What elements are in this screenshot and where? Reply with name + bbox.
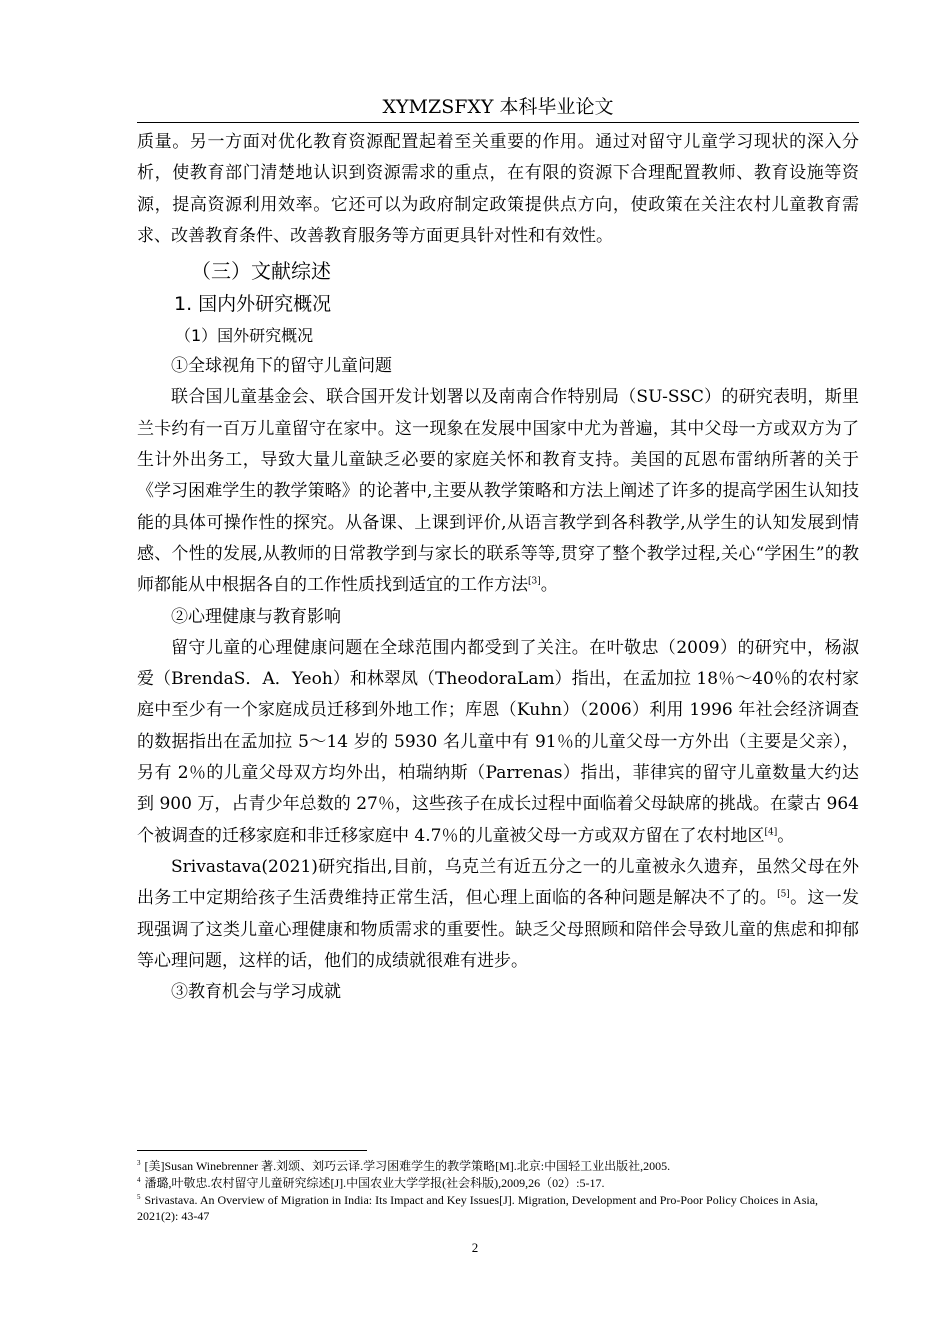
topic3-heading: ③教育机会与学习成就	[171, 982, 341, 1003]
topic2-text-1: 留守儿童的心理健康问题在全球范围内都受到了关注。在叶敬忠（2009）的研究中，杨淑爱（BrendaS．A．Yeoh）和林翠凤（TheodoraLam）指出，在孟加拉 18％～40％的农村家庭中至少有一个家庭成员迁移到外地工作；库恩（Kuhn）（2006）利用 1996 年社会经济调查的数据指出在孟加拉 5～14 岁的 5930 名儿童中有 91％的儿童父母一方外出（主要是父亲），另有 2％的儿童父母双方均外出，柏瑞纳斯（Parrenas）指出，菲律宾的留守儿童数量大约达到 900 万，占青少年总数的 27％，这些孩子在成长过程中面临着父母缺席的挑战。在蒙古 964 个被调查的迁移家庭和非迁移家庭中 4.7％的儿童被父母一方或双方留在了农村地区	[137, 637, 859, 846]
topic1-heading: ①全球视角下的留守儿童问题	[171, 356, 392, 377]
citation-3[interactable]: [3]	[528, 576, 541, 587]
topic2-paragraph-1: 留守儿童的心理健康问题在全球范围内都受到了关注。在叶敬忠（2009）的研究中，杨淑爱（BrendaS．A．Yeoh）和林翠凤（TheodoraLam）指出，在孟加拉 18％～40％的农村家庭中至少有一个家庭成员迁移到外地工作；库恩（Kuhn）（2006）利用 1996 年社会经济调查的数据指出在孟加拉 5～14 岁的 5930 名儿童中有 91％的儿童父母一方外出（主要是父亲），另有 2％的儿童父母双方均外出，柏瑞纳斯（Parrenas）指出，菲律宾的留守儿童数量大约达到 900 万，占青少年总数的 27％，这些孩子在成长过程中面临着父母缺席的挑战。在蒙古 964 个被调查的迁移家庭和非迁移家庭中 4.7％的儿童被父母一方或双方留在了农村地区[4]。	[137, 637, 859, 846]
footnote-rule	[137, 1150, 367, 1151]
header-rule	[137, 122, 859, 123]
intro-paragraph: 质量。另一方面对优化教育资源配置起着至关重要的作用。通过对留守儿童学习现状的深入分析，使教育部门清楚地认识到资源需求的重点，在有限的资源下合理配置教师、教育设施等资源，提高资源利用效率。它还可以为政府制定政策提供点方向，使政策在关注农村儿童教育需求、改善教育条件、改善教育服务等方面更具针对性和有效性。	[137, 132, 859, 246]
page-number: 2	[471, 1240, 479, 1255]
footnote: $^3$ [美]Susan Winebrenner 著.刘颂、刘巧云译.学习困难学生的教学策略[M].北京:中国轻工业出版社,2005.	[137, 1159, 671, 1173]
body-text	[137, 127, 859, 1008]
topic2-heading: ②心理健康与教育影响	[171, 606, 341, 627]
topic2-text-2a: Srivastava(2021)研究指出,目前，乌克兰有近五分之一的儿童被永久遗弃，虽然父母在外出务工中定期给孩子生活费维持正常生活，但心理上面临的各种问题是解决不了的。	[137, 856, 859, 909]
topic2-text-2b: 。这一发现强调了这类儿童心理健康和物质需求的重要性。缺乏父母照顾和陪伴会导致儿童的焦虑和抑郁等心理问题，这样的话，他们的成绩就很难有进步。	[137, 888, 860, 971]
subsubsection-heading: （1）国外研究概况	[175, 326, 314, 346]
footnote: $^5$ Srivastava. An Overview of Migration in India: Its Impact and Key Issues[J]. Migration, Development and Pro-Poor Policy Choices in Asia, 2021(2): 43-47	[137, 1193, 819, 1223]
citation-5[interactable]: [5]	[777, 889, 790, 900]
page-header: XYMZSFXY 本科毕业论文	[382, 96, 614, 118]
subsection-heading: 1. 国内外研究概况	[174, 293, 332, 316]
topic1-paragraph: 联合国儿童基金会、联合国开发计划署以及南南合作特别局（SU-SSC）的研究表明，斯里兰卡约有一百万儿童留守在家中。这一现象在发展中国家中尤为普遍，其中父母一方或双方为了生计外出务工，导致大量儿童缺乏必要的家庭关怀和教育支持。美国的瓦恩布雷纳所著的关于《学习困难学生的教学策略》的论著中,主要从教学策略和方法上阐述了许多的提高学困生认知技能的具体可操作性的探究。从备课、上课到评价,从语言教学到各科教学,从学生的认知发展到情感、个性的发展,从教师的日常教学到与家长的联系等等,贯穿了整个教学过程,关心“学困生”的教师都能从中根据各自的工作性质找到适宜的工作方法[3]。	[137, 387, 859, 596]
citation-4[interactable]: [4]	[764, 826, 778, 837]
section-heading: （三）文献综述	[191, 259, 331, 284]
footnote: $^4$ 潘璐,叶敬忠.农村留守儿童研究综述[J].中国农业大学学报(社会科版),2009,26（02）:5-17.	[137, 1176, 605, 1190]
topic2-paragraph-2	[137, 852, 859, 977]
topic1-text: 联合国儿童基金会、联合国开发计划署以及南南合作特别局（SU-SSC）的研究表明，斯里兰卡约有一百万儿童留守在家中。这一现象在发展中国家中尤为普遍，其中父母一方或双方为了生计外出务工，导致大量儿童缺乏必要的家庭关怀和教育支持。美国的瓦恩布雷纳所著的关于《学习困难学生的教学策略》的论著中,主要从教学策略和方法上阐述了许多的提高学困生认知技能的具体可操作性的探究。从备课、上课到评价,从语言教学到各科教学,从学生的认知发展到情感、个性的发展,从教师的日常教学到与家长的联系等等,贯穿了整个教学过程,关心“学困生”的教师都能从中根据各自的工作性质找到适宜的工作方法	[137, 387, 859, 596]
footnotes	[137, 1158, 859, 1225]
